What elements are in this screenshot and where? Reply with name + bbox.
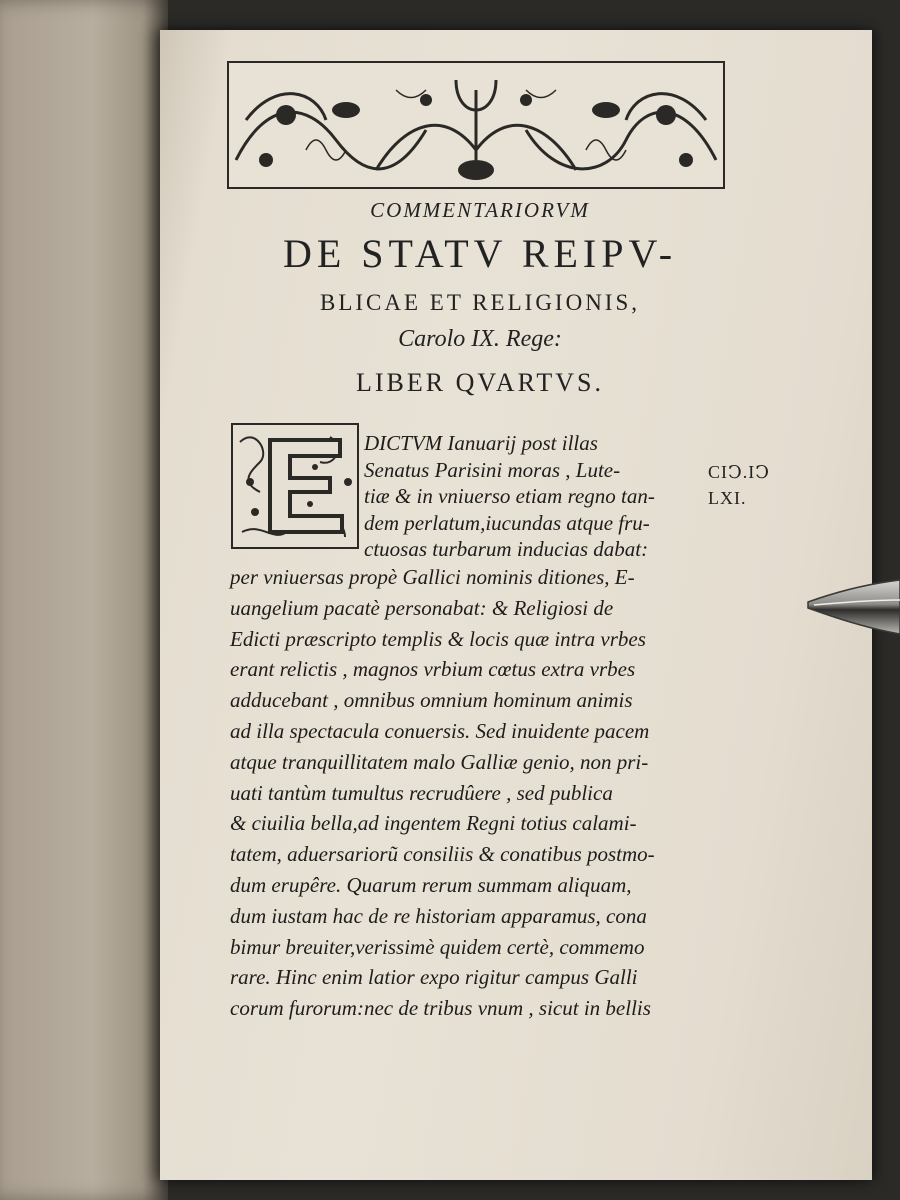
- text-line: atque tranquillitatem malo Galliæ genio, non pri-: [230, 749, 649, 774]
- text-line: ad illa spectacula conuersis. Sed inuidente pacem: [230, 718, 650, 743]
- margin-year-note: CIↃ.IↃ: [708, 462, 771, 482]
- initial-paragraph: [364, 430, 714, 563]
- book-heading: LIBER QVARTVS.: [356, 368, 604, 397]
- text-line: uati tantùm tumultus recrudûere , sed publica: [230, 780, 613, 805]
- book-page: [160, 30, 872, 1180]
- text-line: rare. Hinc enim latior expo rigitur campus Galli: [230, 965, 638, 990]
- text-line: DICTVM Ianuarij post illas: [364, 431, 598, 455]
- title-line-2: DE STATV REIPV-: [282, 231, 678, 276]
- text-line: Edicti præscripto templis & locis quæ intra vrbes: [230, 626, 646, 651]
- title-line-1: COMMENTARIORVM: [370, 198, 590, 222]
- ornamental-headpiece-icon: [226, 60, 726, 190]
- text-line: dum iustam hac de re historiam apparamus, cona: [230, 903, 647, 928]
- margin-year-note-2: LXI.: [708, 488, 747, 508]
- text-line: dum erupêre. Quarum rerum summam aliquam,: [230, 872, 632, 897]
- bookmark-icon: [806, 578, 900, 638]
- title-line-4: Carolo IX. Rege:: [398, 326, 562, 352]
- text-line: & ciuilia bella,ad ingentem Regni totius calami-: [230, 811, 637, 836]
- text-line: per vniuersas propè Gallici nominis ditiones, E-: [230, 565, 635, 589]
- decorated-initial-icon: [230, 422, 360, 550]
- text-line: ctuosas turbarum inducias dabat:: [364, 537, 649, 561]
- text-line: bimur breuiter,verissimè quidem certè, commemo: [230, 934, 645, 959]
- text-line: erant relictis , magnos vrbium cœtus extra vrbes: [230, 657, 636, 682]
- text-line: tatem, aduersariorũ consiliis & conatibus postmo-: [230, 842, 655, 867]
- body-paragraph: [230, 562, 720, 1024]
- left-page: [0, 0, 168, 1200]
- text-line: adducebant , omnibus omnium hominum animis: [230, 688, 633, 713]
- text-line: uangelium pacatè personabat: & Religiosi de: [230, 595, 614, 620]
- title-line-3: BLICAE ET RELIGIONIS,: [319, 290, 641, 315]
- text-line: tiæ & in vniuerso etiam regno tan-: [364, 484, 655, 508]
- text-line: dem perlatum,iucundas atque fru-: [364, 510, 650, 535]
- text-line: Senatus Parisini moras , Lute-: [364, 457, 621, 482]
- text-line: corum furorum:nec de tribus vnum , sicut in bellis: [230, 996, 651, 1021]
